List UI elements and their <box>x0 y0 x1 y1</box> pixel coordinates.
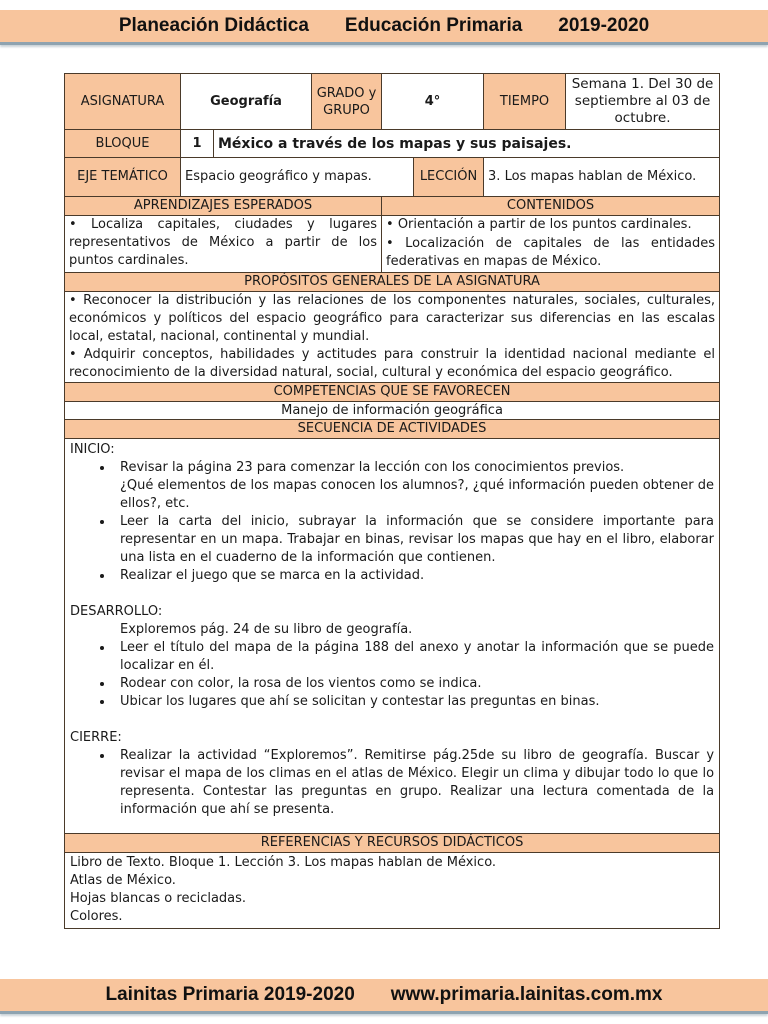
footer-site-name: Lainitas Primaria 2019-2020 <box>105 984 355 1005</box>
eje-label: EJE TEMÁTICO <box>65 158 181 197</box>
grado-label: GRADO y GRUPO <box>312 74 382 130</box>
competencias-header: COMPETENCIAS QUE SE FAVORECEN <box>65 382 720 401</box>
referencia-item: Atlas de México. <box>70 872 176 888</box>
bloque-number: 1 <box>181 130 214 158</box>
eje-row <box>65 158 720 197</box>
proposito-item: • Adquirir conceptos, habilidades y actitudes para construir la identidad nacional mediante el reconocimiento de la diversidad natural, social, cultural y económica del espacio geográfico. <box>69 346 716 380</box>
header-level: Educación Primaria <box>344 15 523 36</box>
bloque-label: BLOQUE <box>65 130 181 158</box>
propositos-header: PROPÓSITOS GENERALES DE LA ASIGNATURA <box>65 272 720 291</box>
desarrollo-item: • Ubicar los lugares que ahí se solicitan y contestar las preguntas en binas. <box>114 693 714 711</box>
competencias-text: Manejo de información geográfica <box>65 401 720 419</box>
footer-banner <box>0 979 768 1014</box>
secuencia-header: SECUENCIA DE ACTIVIDADES <box>65 419 720 438</box>
inicio-item-text-cont: ¿Qué elementos de los mapas conocen los alumnos?, ¿qué información pueden obtener de ellos?, etc. <box>120 477 715 511</box>
grado-value: 4° <box>382 74 484 130</box>
header-banner <box>0 10 768 45</box>
referencia-item: Colores. <box>70 908 123 924</box>
referencias-list <box>65 852 720 928</box>
aprendizajes-contenidos-header-row <box>65 197 720 216</box>
desarrollo-item: • Leer el título del mapa de la página 188 del anexo y anotar la información que se puede localizar en él. <box>114 639 714 675</box>
header-title: Planeación Didáctica <box>118 15 309 36</box>
asignatura-label: ASIGNATURA <box>65 74 181 130</box>
secuencia-header-row <box>65 419 720 438</box>
inicio-item: • Realizar el juego que se marca en la actividad. <box>114 567 714 585</box>
secuencia-row <box>65 438 720 833</box>
referencias-row <box>65 852 720 928</box>
planning-table <box>64 73 720 929</box>
inicio-item <box>114 459 714 513</box>
propositos-row <box>65 291 720 382</box>
cierre-list <box>70 747 714 819</box>
aprendizajes-contenidos-row <box>65 216 720 273</box>
leccion-value: 3. Los mapas hablan de México. <box>484 158 720 197</box>
bloque-row <box>65 130 720 158</box>
referencias-header: REFERENCIAS Y RECURSOS DIDÁCTICOS <box>65 833 720 852</box>
tiempo-label: TIEMPO <box>484 74 566 130</box>
leccion-label: LECCIÓN <box>414 158 484 197</box>
referencia-item: Hojas blancas o recicladas. <box>70 890 247 906</box>
cierre-item: • Realizar la actividad “Exploremos”. Remitirse pág.25de su libro de geografía. Buscar y revisar el mapa de los climas en el atlas de México. Elegir un clima y dibujar todo lo que lo representa. Contestar las preguntas en grupo. Realizar una lectura comentada de la información que ahí se presenta. <box>114 747 714 819</box>
competencias-row <box>65 401 720 419</box>
inicio-list <box>70 459 714 585</box>
desarrollo-intro: Exploremos pág. 24 de su libro de geografía. <box>120 621 413 637</box>
inicio-label: INICIO: <box>70 441 115 457</box>
referencias-header-row <box>65 833 720 852</box>
propositos-list <box>65 291 720 382</box>
competencias-header-row <box>65 382 720 401</box>
aprendizajes-text: • Localiza capitales, ciudades y lugares representativos de México a partir de los puntos cardinales. <box>65 216 382 273</box>
aprendizajes-header: APRENDIZAJES ESPERADOS <box>65 197 382 216</box>
header-year: 2019-2020 <box>558 15 650 36</box>
bloque-title: México a través de los mapas y sus paisajes. <box>214 130 720 158</box>
eje-value: Espacio geográfico y mapas. <box>181 158 414 197</box>
cierre-label: CIERRE: <box>70 729 122 745</box>
inicio-item: • Leer la carta del inicio, subrayar la información que se considere importante para representar en un mapa. Trabajar en binas, revisar los mapas que hay en el libro, elaborar una lista en el cuaderno de la información que contienen. <box>114 513 714 567</box>
contenidos-list <box>382 216 720 273</box>
asignatura-value: Geografía <box>181 74 312 130</box>
info-row-1 <box>65 74 720 130</box>
tiempo-value: Semana 1. Del 30 de septiembre al 03 de octubre. <box>566 74 720 130</box>
proposito-item: • Reconocer la distribución y las relaciones de los componentes naturales, sociales, culturales, económicos y políticos del espacio geográfico para caracterizar sus diferencias en las escalas local, estatal, nacional, continental y mundial. <box>69 292 716 344</box>
inicio-item-text: Revisar la página 23 para comenzar la lección con los conocimientos previos. <box>120 459 625 475</box>
desarrollo-item: • Rodear con color, la rosa de los vientos como se indica. <box>114 675 714 693</box>
propositos-header-row <box>65 272 720 291</box>
desarrollo-label: DESARROLLO: <box>70 603 163 619</box>
desarrollo-list <box>70 639 714 711</box>
referencia-item: Libro de Texto. Bloque 1. Lección 3. Los mapas hablan de México. <box>70 854 497 870</box>
contenidos-header: CONTENIDOS <box>382 197 720 216</box>
contenidos-item: • Localización de capitales de las entidades federativas en mapas de México. <box>386 235 716 269</box>
activities-cell <box>65 438 720 833</box>
footer-url[interactable]: www.primaria.lainitas.com.mx <box>390 984 663 1005</box>
contenidos-item: • Orientación a partir de los puntos cardinales. <box>386 217 692 232</box>
